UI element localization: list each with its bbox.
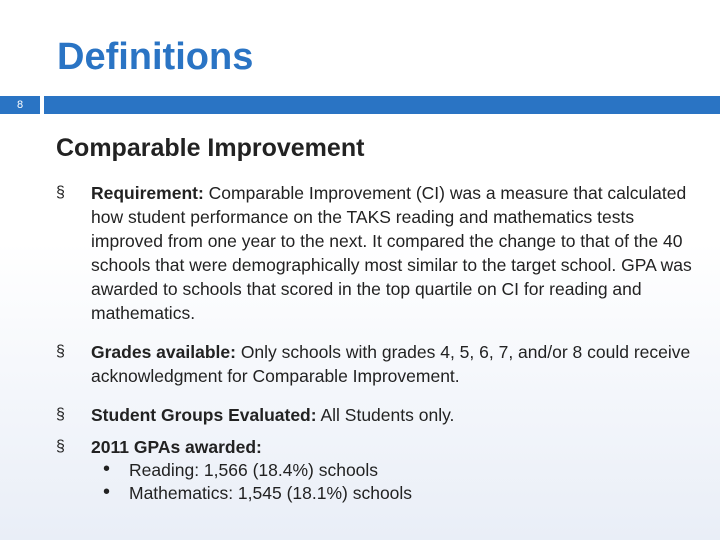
- bullet-content: Only schools with grades 4, 5, 6, 7, and/or 8 could receive acknowledgment for Comparable Improvement.: [91, 342, 691, 386]
- section-sign-bullet-icon: §: [56, 406, 65, 423]
- bullet-grades-available: [56, 340, 706, 388]
- sub-bullet-reading: [91, 459, 706, 482]
- section-sign-bullet-icon: §: [56, 184, 65, 201]
- sub-bullet-mathematics: [91, 482, 706, 505]
- section-heading: Comparable Improvement: [56, 134, 365, 162]
- sub-bullet-text: Reading: 1,566 (18.4%) schools: [129, 460, 379, 480]
- bullet-text: [91, 340, 706, 388]
- sub-bullet-text: Mathematics: 1,545 (18.1%) schools: [129, 483, 413, 503]
- bullet-gpas-awarded: [56, 435, 706, 505]
- bullet-content: All Students only.: [316, 405, 455, 425]
- bullet-text: [91, 181, 706, 325]
- bullet-label: Student Groups Evaluated:: [91, 405, 317, 425]
- bullet-label: Requirement:: [91, 183, 204, 203]
- bullet-content: Comparable Improvement (CI) was a measure that calculated how student performance on the TAKS reading and mathematics tests improved from one year to the next. It compared the change to that of the 40 schools that were demographically most similar to the target school. GPA was awarded to schools that scored in the top quartile on CI for reading and mathematics.: [91, 183, 692, 323]
- sub-bullet-list: [91, 459, 706, 505]
- bullet-requirement: [56, 181, 706, 325]
- bullet-text: [91, 403, 706, 427]
- bullet-list: [56, 181, 706, 520]
- section-sign-bullet-icon: §: [56, 343, 65, 360]
- slide-title: Definitions: [57, 36, 254, 78]
- bullet-label: 2011 GPAs awarded:: [91, 437, 262, 457]
- bullet-label: Grades available:: [91, 342, 236, 362]
- section-sign-bullet-icon: §: [56, 438, 65, 455]
- bullet-student-groups: [56, 403, 706, 427]
- dot-bullet-icon: •: [103, 481, 111, 503]
- title-divider-bar: [44, 96, 720, 114]
- bullet-text: [91, 435, 706, 505]
- page-number: 8: [0, 96, 40, 114]
- dot-bullet-icon: •: [103, 458, 111, 480]
